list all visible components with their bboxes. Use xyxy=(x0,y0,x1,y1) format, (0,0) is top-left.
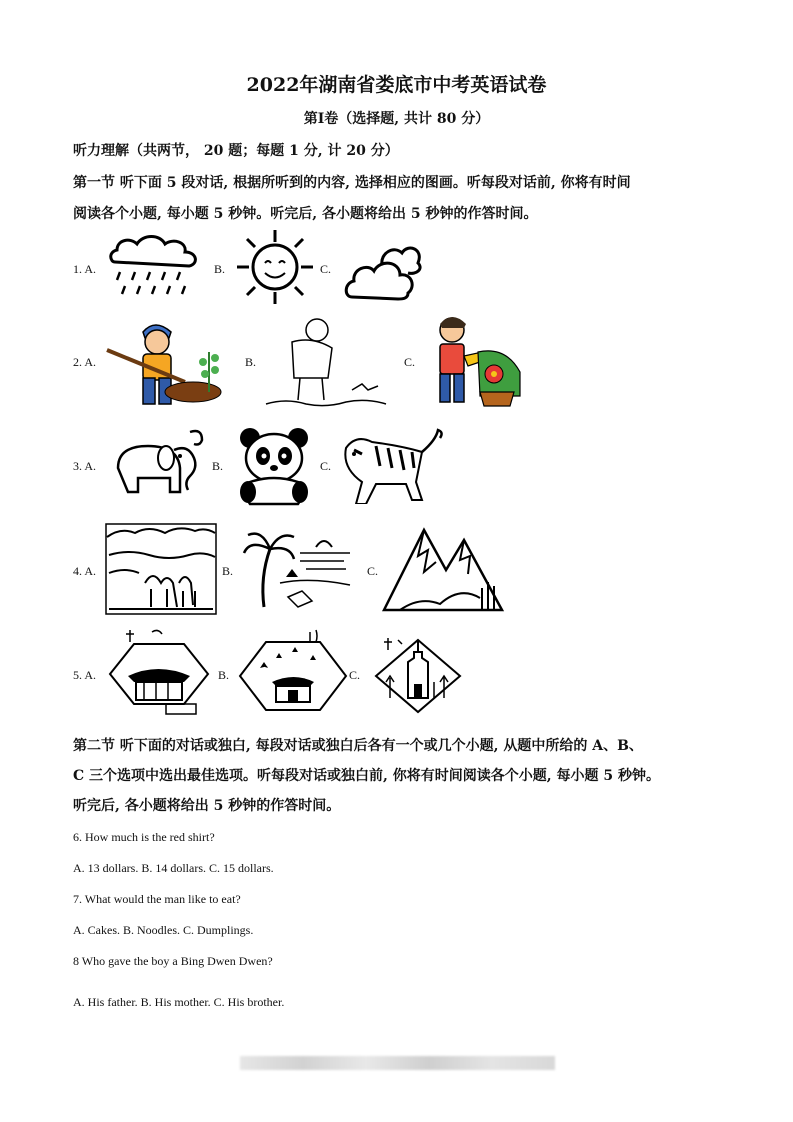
elephant-icon[interactable] xyxy=(108,428,208,502)
chinese-pavilion-icon[interactable] xyxy=(106,626,212,720)
beach-palm-icon[interactable] xyxy=(240,527,354,611)
fireworks-building-icon[interactable] xyxy=(236,628,350,718)
q7-options: A. Cakes. B. Noodles. C. Dumplings. xyxy=(73,923,254,937)
q1-label: 1. A. xyxy=(73,262,97,276)
planting-tree-icon[interactable] xyxy=(105,312,240,410)
blurred-watermark xyxy=(240,1056,555,1070)
person-bending-icon[interactable] xyxy=(262,312,392,410)
q5-label: 5. A. xyxy=(73,668,97,682)
q4-option-b-label: B. xyxy=(222,564,234,578)
mountain-icon[interactable] xyxy=(380,522,506,614)
q3-option-b-label: B. xyxy=(212,459,224,473)
q1-option-b-label: B. xyxy=(214,262,226,276)
part2-instructions-line2: C 三个选项中选出最佳选项。听每段对话或独白前, 你将有时间阅读各个小题, 每小题 5 秒钟。 xyxy=(73,768,660,784)
desert-camel-icon[interactable] xyxy=(105,523,217,615)
q5-option-c-label: C. xyxy=(349,668,361,682)
tiger-icon[interactable] xyxy=(340,428,446,504)
q6-question: 6. How much is the red shirt? xyxy=(73,830,215,844)
part1-instructions-line1: 第一节 听下面 5 段对话, 根据所听到的内容, 选择相应的图画。听每段对话前, 你将有时间 xyxy=(73,175,631,191)
q1-option-c-label: C. xyxy=(320,262,332,276)
panda-icon[interactable] xyxy=(236,426,312,506)
q5-option-b-label: B. xyxy=(218,668,230,682)
sun-icon[interactable] xyxy=(235,228,315,306)
section-heading: 听力理解（共两节， 20 题；每题 1 分, 计 20 分） xyxy=(73,143,399,159)
q2-option-b-label: B. xyxy=(245,355,257,369)
cloud-icon[interactable] xyxy=(342,235,424,303)
q2-option-c-label: C. xyxy=(404,355,416,369)
q6-options: A. 13 dollars. B. 14 dollars. C. 15 dollars. xyxy=(73,861,274,875)
part1-instructions-line2: 阅读各个小题, 每小题 5 秒钟。听完后, 各小题将给出 5 秒钟的作答时间。 xyxy=(73,206,538,222)
rain-cloud-icon[interactable] xyxy=(105,232,205,302)
church-icon[interactable] xyxy=(370,632,466,718)
q3-option-c-label: C. xyxy=(320,459,332,473)
watering-flowers-icon[interactable] xyxy=(428,312,526,410)
page-title: 2022年湖南省娄底市中考英语试卷 xyxy=(246,74,547,96)
part2-instructions-line1: 第二节 听下面的对话或独白, 每段对话或独白后各有一个或几个小题, 从题中所给的 A、B、 xyxy=(73,738,643,754)
q3-label: 3. A. xyxy=(73,459,97,473)
q8-options: A. His father. B. His mother. C. His brother. xyxy=(73,995,285,1009)
q4-label: 4. A. xyxy=(73,564,97,578)
q2-label: 2. A. xyxy=(73,355,97,369)
part2-instructions-line3: 听完后, 各小题将给出 5 秒钟的作答时间。 xyxy=(73,798,341,814)
page-subtitle: 第Ⅰ卷（选择题, 共计 80 分） xyxy=(303,111,490,127)
q4-option-c-label: C. xyxy=(367,564,379,578)
q8-question: 8 Who gave the boy a Bing Dwen Dwen? xyxy=(73,954,273,968)
q7-question: 7. What would the man like to eat? xyxy=(73,892,241,906)
